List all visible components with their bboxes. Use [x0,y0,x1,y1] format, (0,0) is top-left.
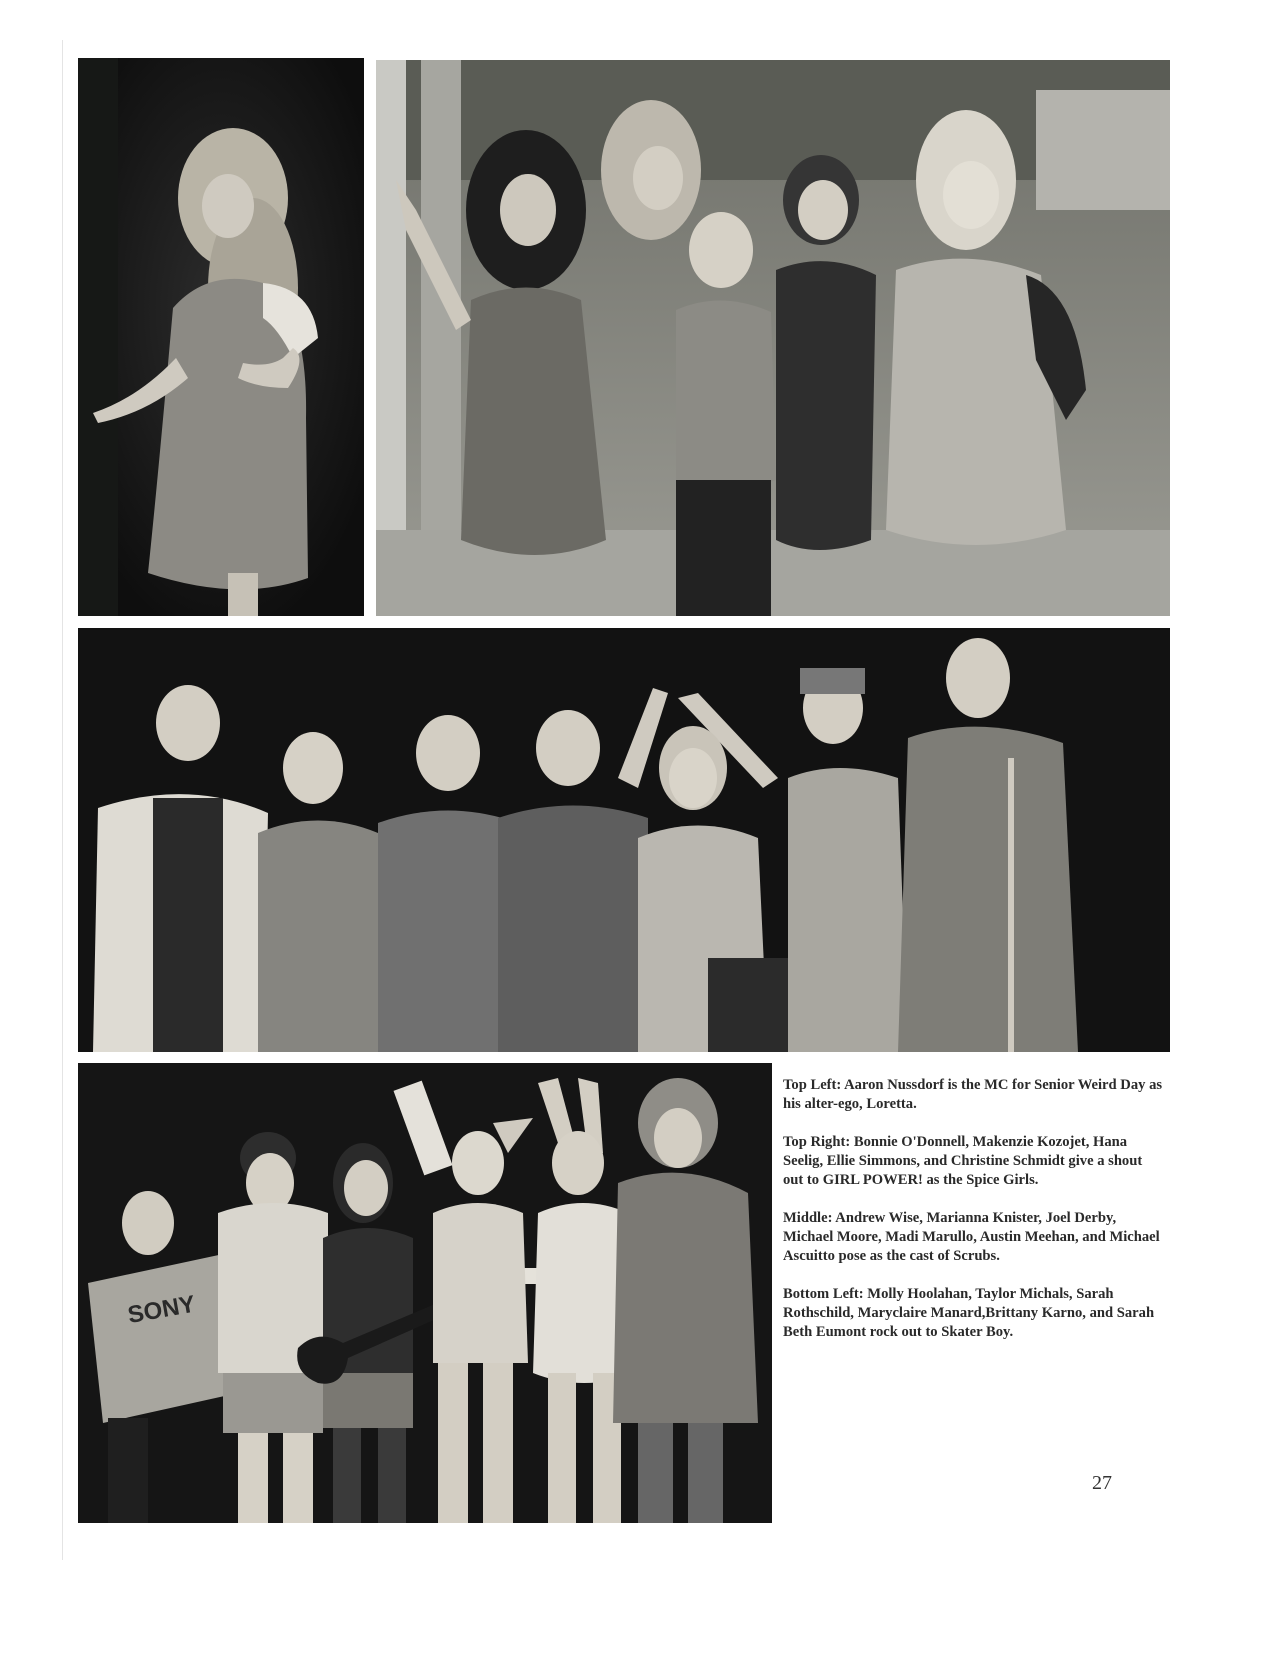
caption-bottom-left: Bottom Left: Molly Hoolahan, Taylor Michals, Sarah Rothschild, Maryclaire Manard,Brittany Karno, and Sarah Beth Eumont rock out to Skater Boy. [783,1286,1155,1340]
performer-on-stage-image [78,58,364,616]
photo-captions [783,1076,1165,1361]
caption-top-left: Top Left: Aaron Nussdorf is the MC for Senior Weird Day as his alter-ego, Loretta. [783,1077,1163,1112]
sony-sign-text: SONY [125,1290,198,1330]
photo-bottom-left [78,1063,772,1523]
caption-middle: Middle: Andrew Wise, Marianna Knister, Joel Derby, Michael Moore, Madi Marullo, Austin Meehan, and Michael Ascuitto pose as the cast of Scrubs. [783,1210,1160,1264]
page-number: 27 [1092,1472,1112,1494]
scrubs-cast-group-image [78,628,1170,1052]
photo-top-left [78,58,364,616]
photo-middle [78,628,1170,1052]
page-margin-line [62,40,63,1560]
photo-top-right [376,60,1170,616]
spice-girls-group-image [376,60,1170,616]
skater-boy-group-image [78,1063,772,1523]
caption-top-right: Top Right: Bonnie O'Donnell, Makenzie Kozojet, Hana Seelig, Ellie Simmons, and Christine Schmidt give a shout out to GIRL POWER! as the Spice Girls. [783,1134,1143,1188]
